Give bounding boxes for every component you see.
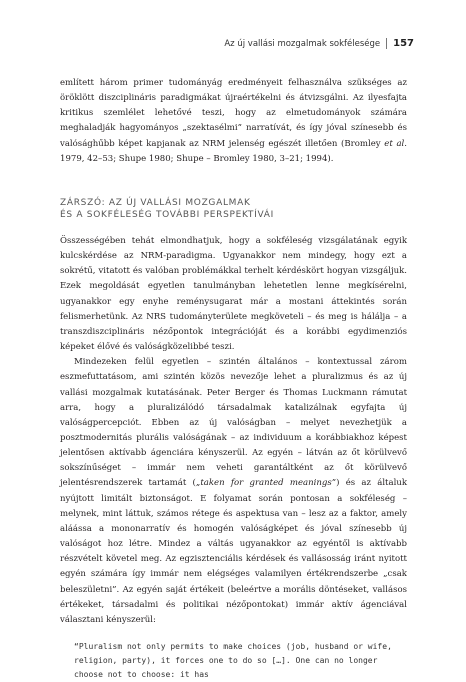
page-number: 157 <box>386 38 414 49</box>
blockquote <box>74 640 407 682</box>
paragraph-3-text-a: Mindezeken felül egyetlen – szintén általános – kontextussal zárom eszmefuttatásom, ami szintén közös nevezője lehet a pluralizmus és az új vallási mozgalmak kutatásának. Peter Berger és Thomas Luckmann rámutat arra, hogy a pluralizálódó társadalmak katalizálnak egyfajta új valóságpercepciót. Ebben az új valóságban – melyet nevezhetjük a posztmodernitás plurális valóságának – az individuum a korábbiakhoz képest jelentősen aktívabb ágenciára kényszerül. Az egyén – látván az őt körülvevő sokszínűséget – immár nem veheti garantáltként az őt körülvevő jelentésrendszerek tartamát („ <box>60 357 407 489</box>
section-heading-line-2: ÉS A SOKFÉLESÉG TOVÁBBI PERSPEKTÍVÁI <box>60 210 274 221</box>
paragraph-1-italic: et al. <box>384 138 407 149</box>
paragraph-3-text-c: ”) és az általuk nyújtott limitált biztonságot. E folyamat során pontosan a sokféleség – melynek, mint láttuk, számos rétege és aspektusa van – lesz az a faktor, amely aláássa a mononarratív és homogén valóságképet és jóval színesebb új valóságot hoz létre. Mindez a váltás ugyanakkor az egyéntől is aktívabb részvételt követel meg. Az egzisztenciális kérdések és vallásosság iránt nyitott egyén számára így immár nem elégséges valamilyen értékrendszerbe „csak beleszületni”. Az egyén saját értékeit (beleértve a morális döntéseket, vallásos értékeket, társadalmi és politikai nézőpontokat) immár aktív ágenciával választani kényszerül: <box>60 478 408 625</box>
paragraph-1-text-a: említett három primer tudományág eredményeit felhasználva szükséges az öröklött diszciplináris paradigmákat újraértékelni és átvizsgálni. Az ilyesfajta kritikus szemlélet lehetővé teszi, hogy az elmetudományok számára meghaladják hagyományos „szektasélmi” narratívát, és így jóval színesebb és valósághűbb képet kapjanak az NRM jelenség egészét illetően (Bromley <box>60 78 407 149</box>
paragraph-2: Összességében tehát elmondhatjuk, hogy a sokféleség vizsgálatának egyik kulcskérdése az NRM-paradigma. Ugyanakkor nem mindegy, hogy ezt a sokrétű, vitatott és valóban problémákkal terhelt kérdéskört hogyan vizsgáljuk. Ezek megoldását egyetlen tanulmányban lehetetlen lenne megkísérelni, ugyanakkor egy enyhe reménysugarat már a mostani áttekintés során felismerhetünk. Az NRS tudományterülete megköveteli – és meg is hálálja – a transzdiszciplináris nézőpontok integrációját és a korábbi egydimenziós képeket élővé és valóságközelibbé teszi. <box>60 235 407 353</box>
running-title: Az új vallási mozgalmak sokfélesége <box>224 38 381 49</box>
section-heading-line-1: ZÁRSZÓ: AZ ÚJ VALLÁSI MOZGALMAK <box>60 197 251 208</box>
section-heading <box>60 197 407 222</box>
blockquote-text: “Pluralism not only permits to make choices (job, husband or wife, religion, party), it forces one to do so […]. One can no longer choose not to choose: it has <box>74 642 392 679</box>
paragraph-3-italic: taken for granted meanings <box>200 478 332 489</box>
paragraph-1-text-c: 1979, 42–53; Shupe 1980; Shupe – Bromley 1980, 3–21; 1994). <box>60 153 334 164</box>
running-head <box>224 38 414 49</box>
body-text <box>60 76 407 682</box>
paragraph-3 <box>60 355 407 628</box>
paragraph-1 <box>60 76 407 167</box>
